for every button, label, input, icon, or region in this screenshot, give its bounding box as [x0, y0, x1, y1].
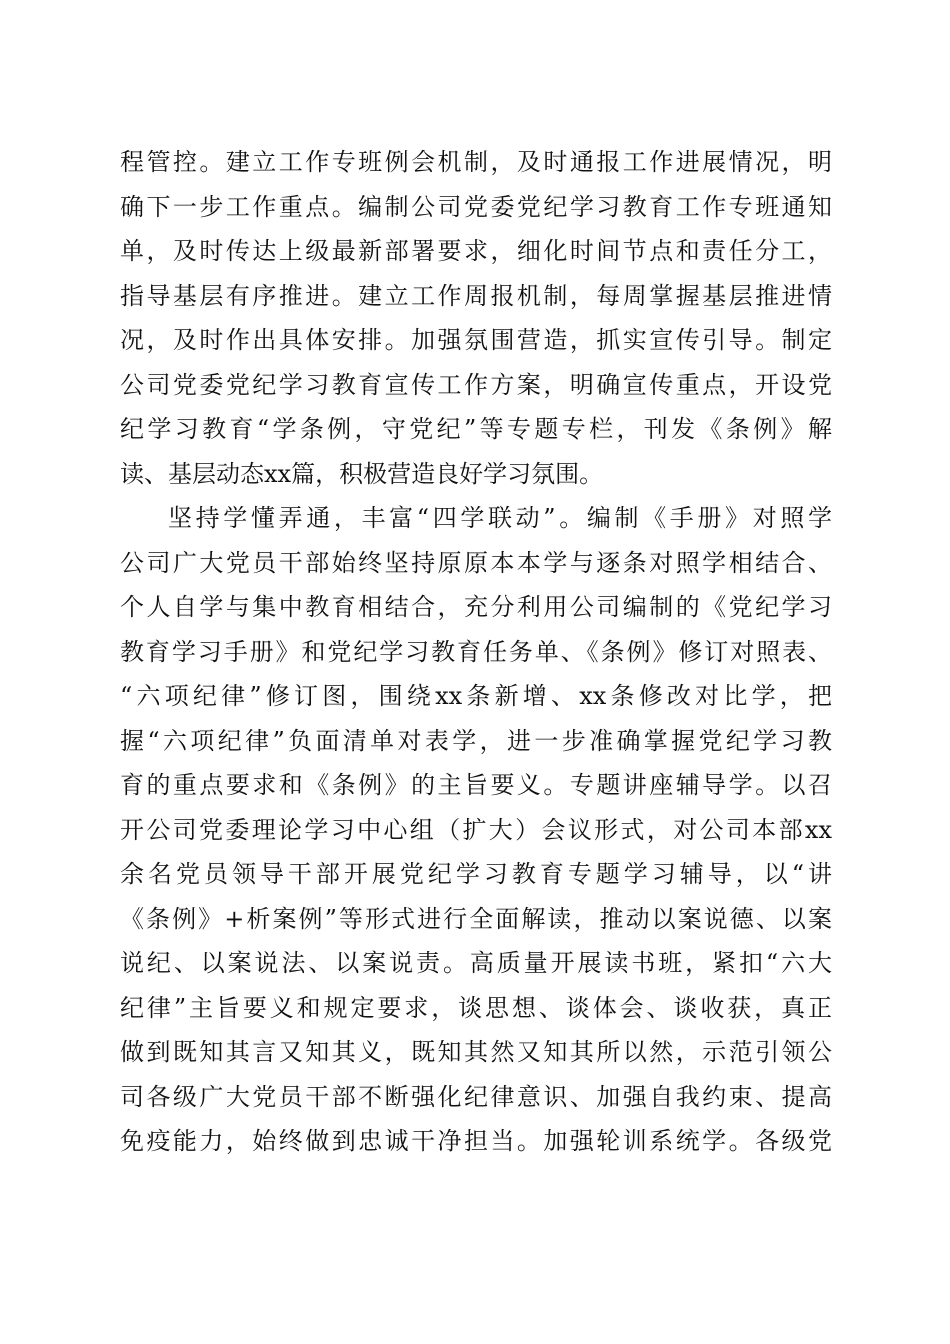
- text-line: 余名党员领导干部开展党纪学习教育专题学习辅导，以“讲: [120, 860, 832, 888]
- text-line: 开公司党委理论学习中心组（扩大）会议形式，对公司本部xx: [120, 815, 832, 844]
- text-line: 育的重点要求和《条例》的主旨要义。专题讲座辅导学。以召: [120, 771, 832, 799]
- paragraph-start-line: 坚持学懂弄通，丰富“四学联动”。编制《手册》对照学: [168, 504, 832, 532]
- text-line: 指导基层有序推进。建立工作周报机制，每周掌握基层推进情: [120, 281, 832, 310]
- text-line: 公司党委党纪学习教育宣传工作方案，明确宣传重点，开设党: [120, 370, 832, 399]
- text-line: 单，及时传达上级最新部署要求，细化时间节点和责任分工，: [120, 237, 832, 265]
- text-line: 《条例》+析案例”等形式进行全面解读，推动以案说德、以案: [120, 904, 832, 933]
- text-line: 况，及时作出具体安排。加强氛围营造，抓实宣传引导。制定: [120, 326, 832, 354]
- text-line: 公司广大党员干部始终坚持原原本本学与逐条对照学相结合、: [120, 548, 832, 577]
- text-line: 纪学习教育“学条例，守党纪”等专题专栏，刊发《条例》解: [120, 415, 832, 443]
- text-line: “六项纪律”修订图，围绕xx条新增、xx条修改对比学，把: [120, 682, 832, 710]
- text-line: 免疫能力，始终做到忠诚干净担当。加强轮训系统学。各级党: [120, 1127, 832, 1155]
- text-line: 握“六项纪律”负面清单对表学，进一步准确掌握党纪学习教: [120, 726, 832, 755]
- text-line: 做到既知其言又知其义，既知其然又知其所以然，示范引领公: [120, 1038, 832, 1066]
- text-line: 教育学习手册》和党纪学习教育任务单、《条例》修订对照表、: [120, 637, 832, 666]
- text-line: 说纪、以案说法、以案说责。高质量开展读书班，紧扣“六大: [120, 949, 832, 977]
- body-text: [120, 140, 832, 1164]
- paragraph-end-line: 读、基层动态xx篇，积极营造良好学习氛围。: [120, 459, 604, 488]
- text-line: 个人自学与集中教育相结合，充分利用公司编制的《党纪学习: [120, 593, 832, 621]
- text-line: 程管控。建立工作专班例会机制，及时通报工作进展情况，明: [120, 148, 832, 176]
- text-line: 纪律”主旨要义和规定要求，谈思想、谈体会、谈收获，真正: [120, 993, 832, 1022]
- text-line: 确下一步工作重点。编制公司党委党纪学习教育工作专班通知: [120, 192, 832, 221]
- text-line: 司各级广大党员干部不断强化纪律意识、加强自我约束、提高: [120, 1082, 832, 1111]
